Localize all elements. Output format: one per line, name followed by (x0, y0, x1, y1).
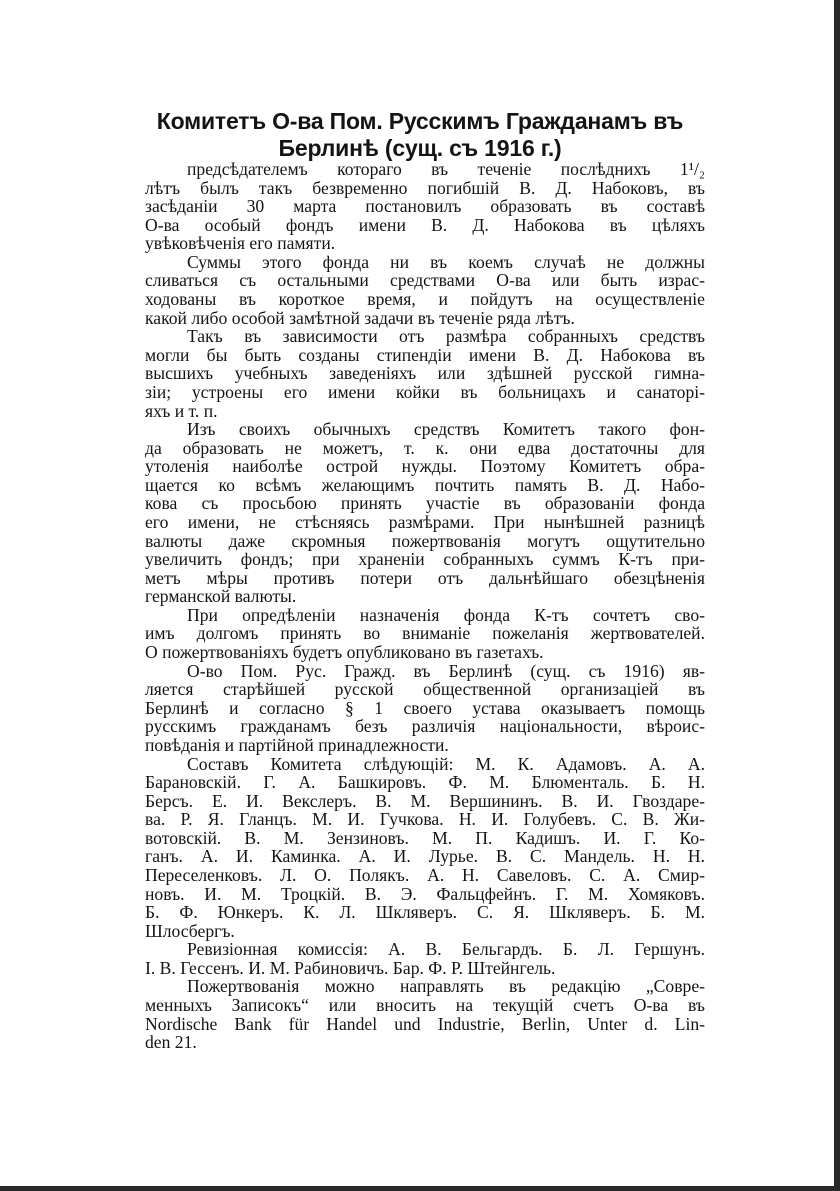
text-line: увеличить фондъ; при храненіи собранныхъ суммъ К-тъ при- (145, 549, 705, 570)
text-line: метъ мѣры противъ потери отъ дальнѣйшаго обезцѣненія (145, 567, 705, 588)
text-line: зіи; устроены его имени койки въ больницахъ и санаторі- (145, 381, 705, 402)
text-line: Nordische Bank für Handel und Industrie, Berlin, Unter d. Lin- (145, 1013, 705, 1034)
text-line: Берлинѣ и согласно § 1 своего устава оказываетъ помощь (145, 697, 705, 718)
article-body (145, 160, 705, 1052)
text-line: ляется старѣйшей русской общественной организаціей въ (145, 679, 705, 700)
text-line: кова съ просьбою принять участіе въ образованіи фонда (145, 493, 705, 514)
text-line: О пожертвованіяхъ будетъ опубликовано въ газетахъ. (145, 642, 544, 663)
text-line: менныхъ Записокъ“ или вносить на текущій счетъ О-ва въ (145, 995, 705, 1016)
text-line: новъ. И. М. Троцкій. В. Э. Фальцфейнъ. Г. М. Хомяковъ. (145, 883, 705, 904)
text-line: его имени, не стѣсняясь размѣрами. При нынѣшней разницѣ (145, 511, 705, 532)
text-line: ва. Р. Я. Гланцъ. М. И. Гучкова. Н. И. Голубевъ. С. В. Жи- (145, 809, 705, 830)
text-line: Пожертвованія можно направлять въ редакцію „Совре- (187, 976, 705, 997)
text-line: яхъ и т. п. (145, 400, 218, 421)
text-line: сливаться съ остальными средствами О-ва или быть израс- (145, 270, 705, 291)
text-line: русскимъ гражданамъ безъ различія національности, вѣроис- (145, 716, 705, 737)
page-title (120, 108, 720, 162)
text-line: О-ва особый фондъ имени В. Д. Набокова въ цѣляхъ (145, 214, 705, 235)
text-line: германской валюты. (145, 586, 297, 607)
text-line: den 21. (145, 1032, 197, 1053)
text-line: ходованы въ короткое время, и пойдутъ на осуществленіе (145, 289, 705, 310)
text-line: ганъ. А. И. Каминка. А. И. Лурье. В. С. Мандель. Н. Н. (145, 846, 705, 867)
text-line: Б. Ф. Юнкеръ. К. Л. Шкляверъ. С. Я. Шкляверъ. Б. М. (145, 902, 705, 923)
text-line: Составъ Комитета слѣдующій: М. К. Адамовъ. А. А. (187, 753, 705, 774)
text-line: да образовать не можетъ, т. к. они едва достаточны для (145, 437, 705, 458)
text-line: предсѣдателемъ котораго въ теченіе послѣднихъ 1¹/₂ (187, 159, 705, 179)
text-line: могли бы быть созданы стипендіи имени В. Д. Набокова въ (145, 344, 705, 365)
text-line: О-во Пом. Рус. Гражд. въ Берлинѣ (сущ. съ 1916) яв- (187, 660, 705, 681)
text-line: Берсъ. Е. И. Векслеръ. В. М. Вершининъ. В. И. Гвоздаре- (145, 790, 705, 811)
text-line: Барановскій. Г. А. Башкировъ. Ф. М. Блюменталь. Б. Н. (145, 772, 705, 793)
text-line: валюты даже скромныя пожертвованія могутъ ощутительно (145, 530, 705, 551)
text-line: Ревизіонная комиссія: А. В. Бельгардъ. Б. Л. Гершунъ. (187, 939, 705, 960)
text-line: вотовскій. В. М. Зензиновъ. М. П. Кадишъ. И. Г. Ко- (145, 827, 705, 848)
text-line: имъ долгомъ принять во вниманіе пожеланія жертвователей. (145, 623, 705, 644)
text-line: утоленія наиболѣе острой нужды. Поэтому Комитетъ обра- (145, 456, 705, 477)
text-line: какой либо особой замѣтной задачи въ теченіе ряда лѣтъ. (145, 307, 575, 328)
text-line: При опредѣленіи назначенія фонда К-тъ сочтетъ сво- (187, 604, 705, 625)
title-line-1: Комитетъ О-ва Пом. Русскимъ Гражданамъ въ (156, 108, 684, 134)
text-line: повѣданія и партійной принадлежности. (145, 734, 449, 755)
text-line: щается ко всѣмъ желающимъ почтить память В. Д. Набо- (145, 474, 705, 495)
text-line: высшихъ учебныхъ заведеніяхъ или здѣшней русской гимна- (145, 363, 705, 384)
text-line: увѣковѣченія его памяти. (145, 233, 336, 254)
title-line-2: Берлинѣ (сущ. съ 1916 г.) (278, 135, 562, 161)
text-line: засѣданіи 30 марта постановилъ образовать въ составѣ (145, 196, 705, 217)
text-line: лѣтъ былъ такъ безвременно погибшій В. Д. Набоковъ, въ (145, 177, 705, 198)
text-line: Суммы этого фонда ни въ коемъ случаѣ не должны (187, 251, 705, 272)
text-line: Такъ въ зависимости отъ размѣра собранныхъ средствъ (187, 326, 705, 347)
text-line: Шлосбергъ. (145, 920, 235, 941)
text-line: Изъ своихъ обычныхъ средствъ Комитетъ такого фон- (187, 419, 705, 440)
text-line: Переселенковъ. Л. О. Полякъ. А. Н. Савеловъ. С. А. Смир- (145, 864, 705, 885)
text-line: І. В. Гессенъ. И. М. Рабиновичъ. Бар. Ф. Р. Штейнгель. (145, 957, 556, 978)
